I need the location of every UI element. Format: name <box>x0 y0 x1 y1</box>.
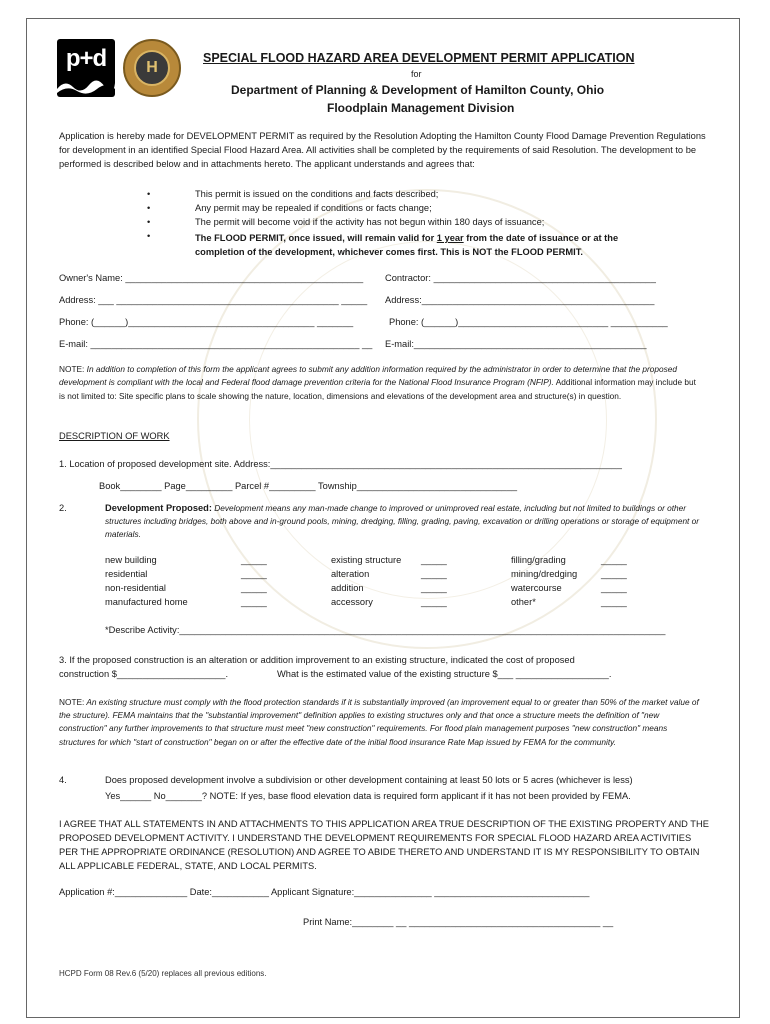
q4-yes-no-field[interactable]: Yes______ No_______? NOTE: If yes, base flood elevation data is required form applicant if it has not been provided by FEMA. <box>105 791 631 801</box>
q3-cost-line1: 3. If the proposed construction is an alteration or addition improvement to an existing structure, indicated the cost of proposed <box>59 655 575 665</box>
description-of-work-heading: DESCRIPTION OF WORK <box>59 431 170 441</box>
division-name: Floodplain Management Division <box>327 101 515 115</box>
bullet-4: The FLOOD PERMIT, once issued, will remain valid for 1 year from the date of issuance or at the completion of the development, whichever comes first. This is NOT the FLOOD PERMIT. <box>195 233 619 258</box>
intro-paragraph: Application is hereby made for DEVELOPMENT PERMIT as required by the Resolution Adopting the Hamilton County Flood Damage Prevention Regulations for development in an identified Special Flood Hazard Area. All activities shall be completed by the requirements of said Resolution. The development to be performed is described below and in attachments hereto. The applicant understands and agrees that: <box>59 131 706 170</box>
form-revision-footer: HCPD Form 08 Rev.6 (5/20) replaces all previous editions. <box>59 969 267 978</box>
type-addition: addition <box>331 583 364 593</box>
type-other: other* <box>511 597 536 607</box>
blank-filling-grading[interactable]: _____ <box>601 555 627 565</box>
development-proposed-definition: Development Proposed: Development means any man-made change to improved or unimproved real estate, including but not limited to buildings or other structures including bridges, both above and in-ground pools, mining, dredging, filling, grading, paving, excavation or drilling operations or storage of equipment or materials. <box>105 503 700 539</box>
type-non-residential: non-residential <box>105 583 166 593</box>
blank-other[interactable]: _____ <box>601 597 627 607</box>
type-watercourse: watercourse <box>511 583 562 593</box>
note-additional-info: NOTE: In addition to completion of this form the applicant agrees to submit any addition information required by the administrator in order to determine that the proposed development is compliant with the local and Federal flood damage prevention criteria for the National Flood Insurance Program (NFIP). Additional information may include but is not limited to: Site specific plans to scale showing the nature, location, dimensions and elevations of the development area and structure(s) in question. <box>59 364 696 401</box>
type-filling-grading: filling/grading <box>511 555 566 565</box>
bullet-1-dot: • <box>147 189 151 199</box>
blank-manufactured-home[interactable]: _____ <box>241 597 267 607</box>
type-mining-dredging: mining/dredging <box>511 569 578 579</box>
bullet-1: This permit is issued on the conditions and facts described; <box>195 189 439 199</box>
blank-watercourse[interactable]: _____ <box>601 583 627 593</box>
blank-residential[interactable]: _____ <box>241 569 267 579</box>
owner-email-field[interactable]: E-mail: ____________________________________________________ __ <box>59 339 373 349</box>
bullet-3: The permit will become void if the activity has not begun within 180 days of issuance; <box>195 217 545 227</box>
application-signature-line[interactable]: Application #:______________ Date:___________ Applicant Signature:_______________ ______________________________ <box>59 887 590 897</box>
book-page-parcel-field[interactable]: Book________ Page_________ Parcel #_________ Township_______________________________ <box>99 481 518 491</box>
bullet-2: Any permit may be repealed if conditions or facts change; <box>195 203 432 213</box>
agreement-statement: I AGREE THAT ALL STATEMENTS IN AND ATTACHMENTS TO THIS APPLICATION AREA TRUE DESCRIPTION OF THE EXISTING PROPERTY AND THE PROPOSED DEVELOPMENT ACTIVITY. I UNDERSTAND THE DEVELOPMENT REQUIREMENTS FOR SPECIAL FLOOD HAZARD AREA ACTIVITIES PER THE APPROPRIATE ORDINANCE (RESOLUTION) AND AGREE TO ABIDE THERETO AND UNDERSTAND IT IS MY RESPONSIBILITY TO OBTAIN ALL APPLICABLE FEDERAL, STATE, AND LOCAL PERMITS. <box>59 819 709 871</box>
bullet-4-dot: • <box>147 231 151 241</box>
title-for: for <box>411 69 422 79</box>
type-manufactured-home: manufactured home <box>105 597 188 607</box>
owner-name-field[interactable]: Owner's Name: ______________________________________________ <box>59 273 364 283</box>
form-title: SPECIAL FLOOD HAZARD AREA DEVELOPMENT PERMIT APPLICATION <box>203 51 635 65</box>
site-address-field[interactable]: 1. Location of proposed development site. Address:____________________________________________________________________ <box>59 459 622 469</box>
q4-number: 4. <box>59 775 67 785</box>
construction-cost-field[interactable]: construction $_____________________. <box>59 669 229 679</box>
print-name-field[interactable]: Print Name:________ __ _____________________________________ __ <box>303 917 614 927</box>
blank-existing-structure[interactable]: _____ <box>421 555 447 565</box>
blank-new-building[interactable]: _____ <box>241 555 267 565</box>
contractor-email-field[interactable]: E-mail:_____________________________________________ <box>385 339 647 349</box>
describe-activity-field[interactable]: *Describe Activity:______________________________________________________________________________________________ <box>105 625 666 635</box>
planning-development-logo: p+d <box>57 39 115 97</box>
blank-mining-dredging[interactable]: _____ <box>601 569 627 579</box>
blank-alteration[interactable]: _____ <box>421 569 447 579</box>
owner-phone-field[interactable]: Phone: (______)____________________________________ _______ <box>59 317 354 327</box>
contractor-address-field[interactable]: Address:_____________________________________________ <box>385 295 655 305</box>
department-name: Department of Planning & Development of Hamilton County, Ohio <box>231 83 605 97</box>
existing-structure-value-field[interactable]: What is the estimated value of the existing structure $___ __________________. <box>277 669 612 679</box>
type-existing-structure: existing structure <box>331 555 402 565</box>
blank-accessory[interactable]: _____ <box>421 597 447 607</box>
blank-addition[interactable]: _____ <box>421 583 447 593</box>
type-residential: residential <box>105 569 148 579</box>
owner-address-field[interactable]: Address: ___ ___________________________________________ _____ <box>59 295 368 305</box>
bullet-2-dot: • <box>147 203 151 213</box>
type-alteration: alteration <box>331 569 370 579</box>
type-accessory: accessory <box>331 597 373 607</box>
blank-non-residential[interactable]: _____ <box>241 583 267 593</box>
document-page <box>26 18 740 1018</box>
hamilton-county-seal: H <box>123 39 181 97</box>
type-new-building: new building <box>105 555 157 565</box>
note-substantial-improvement: NOTE: An existing structure must comply with the flood protection standards if it is substantially improved (an improvement equal to or greater than 50% of the market value of the structure). FEMA maintains that the "substantial improvement" definition applies to existing structures only and that once a structure meets the definition of "new construction" any further improvements to that structure must meet "new construction" requirements. For flood plain management purposes "new construction" means structures for which "start of construction" began on or after the effective date of the initial flood insurance Rate Map issued by FEMA for the community. <box>59 697 699 747</box>
bullet-3-dot: • <box>147 217 151 227</box>
q2-number: 2. <box>59 503 67 513</box>
contractor-field[interactable]: Contractor: ___________________________________________ <box>385 273 656 283</box>
contractor-phone-field[interactable]: Phone: (______)_____________________________ ___________ <box>389 317 668 327</box>
q4-subdivision-question: Does proposed development involve a subdivision or other development containing at least 50 lots or 5 acres (whichever is less) <box>105 775 633 785</box>
